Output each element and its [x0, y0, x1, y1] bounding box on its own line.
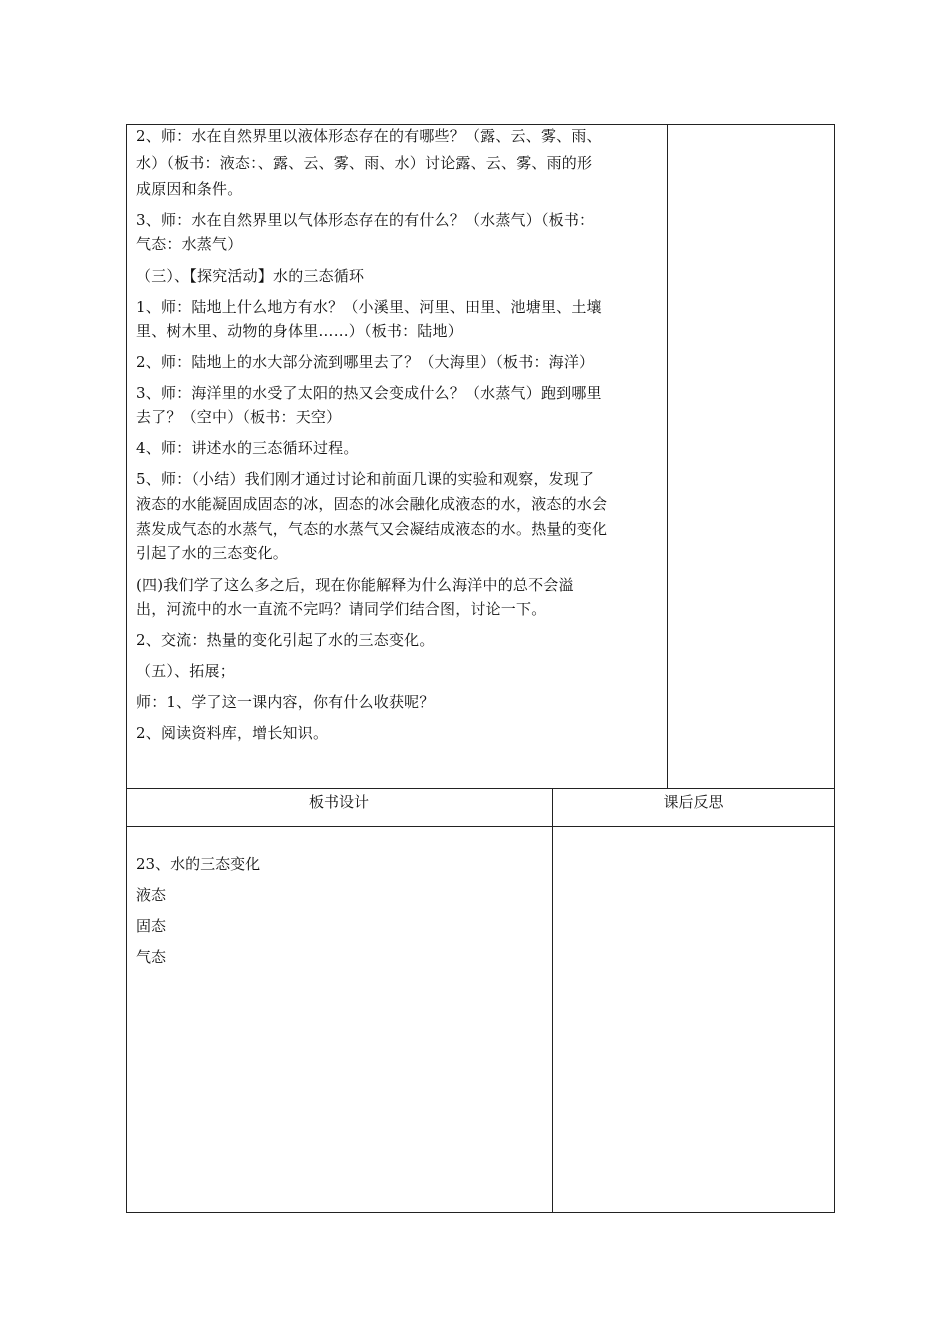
lesson-line: (四)我们学了这么多之后，现在你能解释为什么海洋中的总不会溢 [136, 576, 574, 594]
lesson-line: 3、师：水在自然界里以气体形态存在的有什么？（水蒸气）（板书： [136, 211, 595, 229]
lesson-line: 液态的水能凝固成固态的冰，固态的冰会融化成液态的水，液态的水会 [136, 495, 608, 513]
header-bottom-border [126, 826, 835, 827]
board-line: 气态 [136, 948, 167, 966]
board-line: 液态 [136, 886, 167, 904]
lesson-line: 蒸发成气态的水蒸气，气态的水蒸气又会凝结成液态的水。热量的变化 [136, 520, 608, 538]
board-line: 固态 [136, 917, 167, 935]
lesson-line: 成原因和条件。 [136, 180, 243, 198]
lesson-line: 2、师：陆地上的水大部分流到哪里去了？（大海里）（板书：海洋） [136, 353, 595, 371]
lesson-line: 5、师：（小结）我们刚才通过讨论和前面几课的实验和观察，发现了 [136, 470, 595, 488]
lesson-line: 2、交流：热量的变化引起了水的三态变化。 [136, 631, 435, 649]
lesson-line: 出，河流中的水一直流不完吗？请同学们结合图，讨论一下。 [136, 600, 547, 618]
lesson-line: 师：1、学了这一课内容，你有什么收获呢？ [136, 693, 435, 711]
lesson-line: 3、师：海洋里的水受了太阳的热又会变成什么？（水蒸气）跑到哪里 [136, 384, 602, 402]
lesson-line: （三）、【探究活动】水的三态循环 [136, 267, 365, 285]
top-column-divider [667, 124, 668, 788]
lesson-line: 里、树木里、动物的身体里……）（板书：陆地） [136, 322, 463, 340]
lesson-line: 2、阅读资料库，增长知识。 [136, 724, 329, 742]
lesson-line: 去了？（空中）（板书：天空） [136, 408, 342, 426]
lesson-line: 4、师：讲述水的三态循环过程。 [136, 439, 359, 457]
lesson-line: 水）（板书：液态：、露、云、雾、雨、水）讨论露、云、雾、雨的形 [136, 154, 593, 172]
reflection-header: 课后反思 [663, 793, 724, 811]
bottom-column-divider [552, 788, 553, 1213]
lesson-line: （五）、拓展； [136, 662, 235, 680]
board-line: 23、水的三态变化 [136, 855, 261, 873]
board-design-header: 板书设计 [308, 793, 369, 811]
lesson-line: 1、师：陆地上什么地方有水？（小溪里、河里、田里、池塘里、土壤 [136, 298, 602, 316]
lesson-line: 气态：水蒸气） [136, 235, 243, 253]
lesson-line: 引起了水的三态变化。 [136, 544, 289, 562]
lesson-line: 2、师：水在自然界里以液体形态存在的有哪些？（露、云、雾、雨、 [136, 127, 602, 145]
